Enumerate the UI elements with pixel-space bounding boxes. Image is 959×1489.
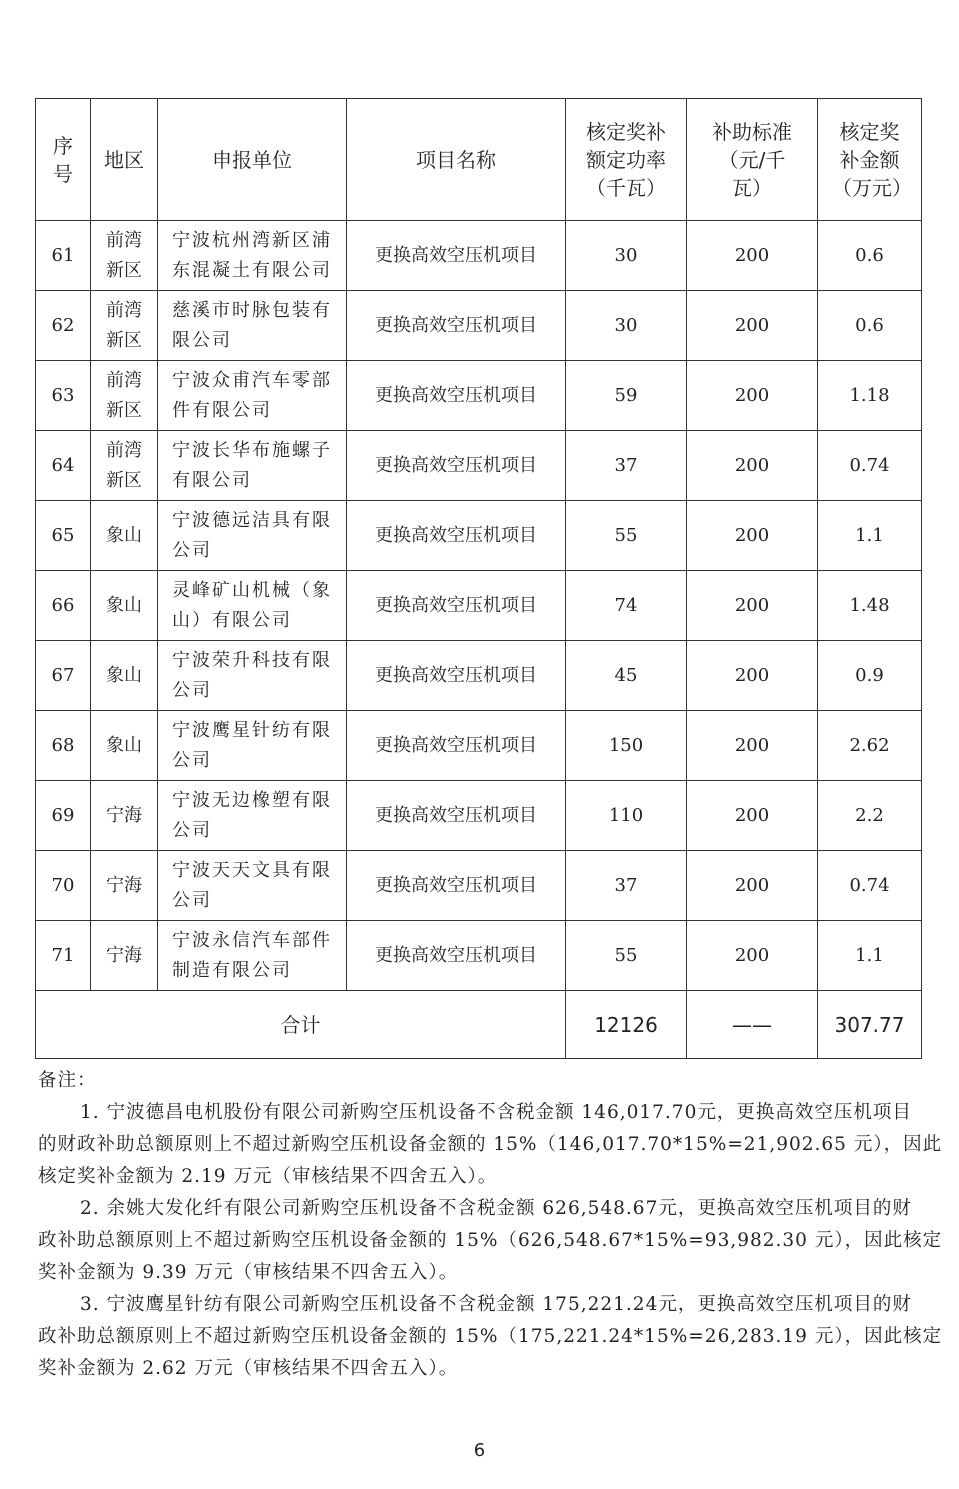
table-row	[36, 711, 922, 781]
project-cell: 更换高效空压机项目	[347, 921, 566, 991]
amount-cell: 1.1	[818, 921, 922, 991]
region-cell: 宁海	[91, 921, 158, 991]
row-number: 68	[36, 711, 91, 781]
row-number: 70	[36, 851, 91, 921]
note-line: 奖补金额为 2.62 万元（审核结果不四舍五入）。	[38, 1358, 459, 1379]
standard-cell: 200	[687, 291, 818, 361]
standard-cell: 200	[687, 431, 818, 501]
amount-cell: 0.6	[818, 291, 922, 361]
standard-cell: 200	[687, 221, 818, 291]
amount-cell: 0.9	[818, 641, 922, 711]
table-row	[36, 781, 922, 851]
table-row	[36, 641, 922, 711]
total-amount: 307.77	[818, 991, 922, 1059]
row-number: 71	[36, 921, 91, 991]
region-cell: 宁海	[91, 851, 158, 921]
unit-cell: 宁波无边橡塑有限公司	[158, 781, 347, 851]
amount-cell: 2.62	[818, 711, 922, 781]
total-standard: ——	[687, 991, 818, 1059]
note-line: 2. 余姚大发化纤有限公司新购空压机设备不含税金额 626,548.67元，更换高效空压机项目的财	[80, 1198, 912, 1219]
table-row	[36, 571, 922, 641]
table-row	[36, 221, 922, 291]
power-cell: 55	[566, 921, 687, 991]
standard-cell: 200	[687, 851, 818, 921]
header-power: 核定奖补额定功率（千瓦）	[566, 99, 687, 221]
region-cell: 前湾新区	[91, 431, 158, 501]
row-number: 64	[36, 431, 91, 501]
amount-cell: 0.74	[818, 851, 922, 921]
header-unit: 申报单位	[158, 99, 347, 221]
unit-cell: 宁波荣升科技有限公司	[158, 641, 347, 711]
project-cell: 更换高效空压机项目	[347, 291, 566, 361]
note-line: 核定奖补金额为 2.19 万元（审核结果不四舍五入）。	[38, 1166, 498, 1187]
row-number: 69	[36, 781, 91, 851]
region-cell: 象山	[91, 711, 158, 781]
notes-title: 备注：	[38, 1070, 97, 1091]
project-cell: 更换高效空压机项目	[347, 641, 566, 711]
project-cell: 更换高效空压机项目	[347, 711, 566, 781]
header-region: 地区	[91, 99, 158, 221]
amount-cell: 2.2	[818, 781, 922, 851]
power-cell: 150	[566, 711, 687, 781]
project-cell: 更换高效空压机项目	[347, 851, 566, 921]
standard-cell: 200	[687, 361, 818, 431]
note-line: 政补助总额原则上不超过新购空压机设备金额的 15%（626,548.67*15%=93,982.30 元），因此核定	[38, 1230, 943, 1251]
table-row	[36, 431, 922, 501]
note-item	[38, 1097, 943, 1193]
unit-cell: 灵峰矿山机械（象山）有限公司	[158, 571, 347, 641]
row-number: 65	[36, 501, 91, 571]
project-cell: 更换高效空压机项目	[347, 361, 566, 431]
header-amount: 核定奖补金额（万元）	[818, 99, 922, 221]
row-number: 62	[36, 291, 91, 361]
amount-cell: 0.74	[818, 431, 922, 501]
power-cell: 30	[566, 221, 687, 291]
amount-cell: 1.18	[818, 361, 922, 431]
region-cell: 宁海	[91, 781, 158, 851]
total-power: 12126	[566, 991, 687, 1059]
note-line: 奖补金额为 9.39 万元（审核结果不四舍五入）。	[38, 1262, 459, 1283]
table-row	[36, 361, 922, 431]
power-cell: 30	[566, 291, 687, 361]
page-number: 6	[473, 1440, 486, 1461]
power-cell: 59	[566, 361, 687, 431]
note-line: 1. 宁波德昌电机股份有限公司新购空压机设备不含税金额 146,017.70元，更换高效空压机项目	[80, 1102, 912, 1123]
table-row	[36, 291, 922, 361]
project-cell: 更换高效空压机项目	[347, 501, 566, 571]
standard-cell: 200	[687, 711, 818, 781]
note-item	[38, 1193, 943, 1289]
unit-cell: 宁波众甫汽车零部件有限公司	[158, 361, 347, 431]
region-cell: 象山	[91, 641, 158, 711]
header-no: 序号	[36, 99, 91, 221]
project-cell: 更换高效空压机项目	[347, 431, 566, 501]
total-label: 合计	[36, 991, 566, 1059]
region-cell: 象山	[91, 501, 158, 571]
region-cell: 前湾新区	[91, 361, 158, 431]
region-cell: 前湾新区	[91, 221, 158, 291]
unit-cell: 宁波天天文具有限公司	[158, 851, 347, 921]
table-row	[36, 851, 922, 921]
region-cell: 前湾新区	[91, 291, 158, 361]
amount-cell: 1.1	[818, 501, 922, 571]
power-cell: 37	[566, 431, 687, 501]
amount-cell: 1.48	[818, 571, 922, 641]
table-header-row	[36, 99, 922, 221]
project-cell: 更换高效空压机项目	[347, 571, 566, 641]
row-number: 66	[36, 571, 91, 641]
standard-cell: 200	[687, 781, 818, 851]
standard-cell: 200	[687, 571, 818, 641]
unit-cell: 宁波德远洁具有限公司	[158, 501, 347, 571]
note-item	[38, 1289, 943, 1385]
unit-cell: 宁波长华布施螺子有限公司	[158, 431, 347, 501]
power-cell: 37	[566, 851, 687, 921]
subsidy-table	[35, 98, 922, 1059]
total-row	[36, 991, 922, 1059]
standard-cell: 200	[687, 501, 818, 571]
project-cell: 更换高效空压机项目	[347, 221, 566, 291]
row-number: 63	[36, 361, 91, 431]
power-cell: 74	[566, 571, 687, 641]
row-number: 61	[36, 221, 91, 291]
unit-cell: 宁波鹰星针纺有限公司	[158, 711, 347, 781]
standard-cell: 200	[687, 641, 818, 711]
note-line: 3. 宁波鹰星针纺有限公司新购空压机设备不含税金额 175,221.24元，更换高效空压机项目的财	[80, 1294, 912, 1315]
note-line: 的财政补助总额原则上不超过新购空压机设备金额的 15%（146,017.70*15%=21,902.65 元），因此	[38, 1134, 943, 1155]
standard-cell: 200	[687, 921, 818, 991]
row-number: 67	[36, 641, 91, 711]
unit-cell: 宁波永信汽车部件制造有限公司	[158, 921, 347, 991]
table-row	[36, 921, 922, 991]
table-row	[36, 501, 922, 571]
power-cell: 45	[566, 641, 687, 711]
unit-cell: 慈溪市时脉包装有限公司	[158, 291, 347, 361]
project-cell: 更换高效空压机项目	[347, 781, 566, 851]
region-cell: 象山	[91, 571, 158, 641]
note-line: 政补助总额原则上不超过新购空压机设备金额的 15%（175,221.24*15%=26,283.19 元），因此核定	[38, 1326, 943, 1347]
unit-cell: 宁波杭州湾新区浦东混凝土有限公司	[158, 221, 347, 291]
header-project: 项目名称	[347, 99, 566, 221]
header-standard: 补助标准（元/千瓦）	[687, 99, 818, 221]
power-cell: 55	[566, 501, 687, 571]
power-cell: 110	[566, 781, 687, 851]
notes-section	[38, 1065, 943, 1385]
amount-cell: 0.6	[818, 221, 922, 291]
